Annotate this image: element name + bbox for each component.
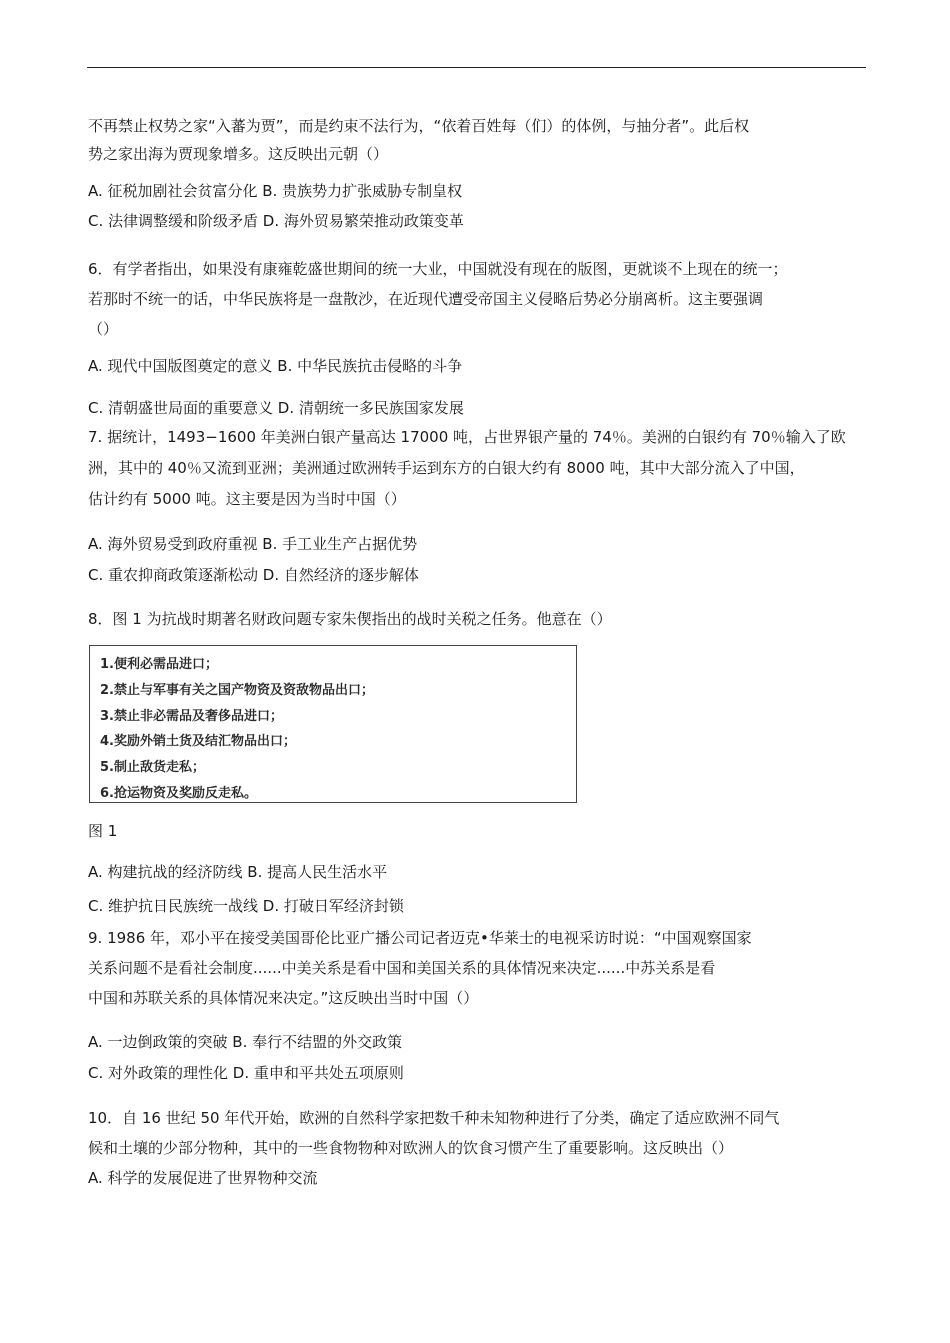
- question-stem-line: 10．自 16 世纪 50 年代开始，欧洲的自然科学家把数千种未知物种进行了分类，确定了适应欧洲不同气: [88, 1109, 780, 1127]
- answer-option-line: C. 法律调整缓和阶级矛盾 D. 海外贸易繁荣推动政策变革: [88, 212, 464, 230]
- figure-list-item: 3.禁止非必需品及奢侈品进口；: [100, 708, 283, 724]
- question-5: [88, 112, 878, 236]
- figure-list-item: 2.禁止与军事有关之国产物资及资敌物品出口；: [100, 682, 374, 698]
- question-stem-line: 关系问题不是看社会制度......中美关系是看中国和美国关系的具体情况来决定......中苏关系是看: [88, 959, 716, 977]
- figure-list-item: 5.制止敌货走私；: [100, 760, 205, 776]
- question-8: [88, 605, 878, 923]
- figure-list-item: 6.抢运物资及奖励反走私。: [100, 785, 257, 801]
- answer-option-line: A. 构建抗战的经济防线 B. 提高人民生活水平: [88, 863, 388, 881]
- question-stem-line: 势之家出海为贾现象增多。这反映出元朝（）: [88, 145, 389, 163]
- question-stem-line: 6．有学者指出，如果没有康雍乾盛世期间的统一大业，中国就没有现在的版图，更就谈不上现在的统一；: [88, 260, 788, 278]
- figure-1-box: [89, 645, 577, 803]
- question-stem-line: 不再禁止权势之家“入蕃为贾”，而是约束不法行为，“依着百姓每（们）的体例，与抽分者”。此后权: [88, 117, 750, 135]
- answer-option-line: C. 清朝盛世局面的重要意义 D. 清朝统一多民族国家发展: [88, 399, 464, 417]
- answer-option-line: C. 重农抑商政策逐渐松动 D. 自然经济的逐步解体: [88, 566, 419, 584]
- question-stem-line: 若那时不统一的话，中华民族将是一盘散沙，在近现代遭受帝国主义侵略后势必分崩离析。这主要强调: [88, 290, 764, 308]
- question-6: [88, 254, 878, 422]
- answer-option-line: A. 科学的发展促进了世界物种交流: [88, 1169, 318, 1187]
- figure-list-item: 4.奖励外销土货及结汇物品出口；: [100, 734, 296, 750]
- question-stem-line: 8．图 1 为抗战时期著名财政问题专家朱偰指出的战时关税之任务。他意在（）: [88, 610, 612, 628]
- figure-list-item: 1.便利必需品进口；: [100, 657, 218, 672]
- answer-option-line: A. 征税加剧社会贫富分化 B. 贵族势力扩张威胁专制皇权: [88, 182, 463, 200]
- question-10: [88, 1103, 878, 1193]
- question-stem-line: 洲，其中的 40％又流到亚洲；美洲通过欧洲转手运到东方的白银大约有 8000 吨，其中大部分流入了中国，: [88, 459, 805, 477]
- answer-option-line: A. 现代中国版图奠定的意义 B. 中华民族抗击侵略的斗争: [88, 357, 463, 375]
- question-stem-line: 7. 据统计，1493−1600 年美洲白银产量高达 17000 吨，占世界银产量的 74％。美洲的白银约有 70％输入了欧: [88, 428, 846, 446]
- header-rule: [87, 67, 866, 68]
- question-stem-line: 9. 1986 年，邓小平在接受美国哥伦比亚广播公司记者迈克•华莱士的电视采访时说：“中国观察国家: [88, 929, 752, 947]
- question-stem-line: 估计约有 5000 吨。这主要是因为当时中国（）: [88, 490, 406, 508]
- question-7: [88, 422, 878, 591]
- exam-page: [88, 112, 878, 1193]
- answer-option-line: C. 维护抗日民族统一战线 D. 打破日军经济封锁: [88, 897, 404, 915]
- answer-option-line: A. 海外贸易受到政府重视 B. 手工业生产占据优势: [88, 535, 418, 553]
- question-9: [88, 923, 878, 1089]
- answer-option-line: A. 一边倒政策的突破 B. 奉行不结盟的外交政策: [88, 1033, 403, 1051]
- question-stem-line: 候和土壤的少部分物种，其中的一些食物物种对欧洲人的饮食习惯产生了重要影响。这反映出（）: [88, 1139, 734, 1157]
- answer-option-line: C. 对外政策的理性化 D. 重申和平共处五项原则: [88, 1064, 404, 1082]
- question-stem-line: （）: [88, 320, 119, 338]
- question-stem-line: 中国和苏联关系的具体情况来决定。”这反映出当时中国（）: [88, 989, 479, 1007]
- figure-caption: 图 1: [88, 822, 118, 840]
